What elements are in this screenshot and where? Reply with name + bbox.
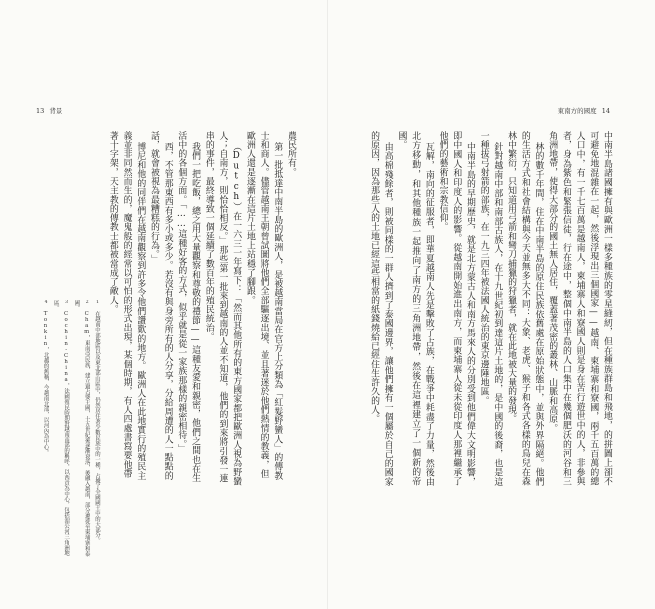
right-paragraph: 由高棉殘餘者，則被同樣的一群人擠到了泰國邊界，讓他們擁有一個屬於自己的國家的原因，因為那些人的土地已經這些相當的紙錢燒給已經住生許久的人。 xyxy=(369,131,393,486)
footnotes xyxy=(30,300,102,560)
footnote-text: Cochin-China，法國殖民時期對越南南部的稱呼，以西貢為中心，包括湄公河三角洲地區。 xyxy=(52,300,70,556)
right-page-body xyxy=(345,131,613,486)
footnote-text: 在越南中部地區以及東北部山區中，仍然居住著少數民族中的一種，占據了全國國土中的大部分。 xyxy=(94,311,100,544)
left-paragraph: 第一批抵達中南半島的歐洲人，是被越南當局在官方上分類為「紅髮野蠻人」的傳教士和商人。儘管越南王朝曾試圖將他們全部驅逐出境、並且著迷於他們熱情的教義，但歐洲人還是逐漸在這片土地上站穩了腳跟。 xyxy=(244,131,283,480)
left-page-number: 13 xyxy=(36,107,45,115)
right-page-folio xyxy=(558,106,613,115)
right-paragraph: 林的數千年間，住在中南半島的原住民族依舊處在原始狀態中，並與外界隔絕。他們的生活方式和社會結構與今天並無多大不同：大象、老虎、猴子和各式各樣的鳥兒在森林中繁衍，只知道用弓箭和彎刀捕獵的狩獵者，就在此地被大量的發現。 xyxy=(506,131,544,486)
left-paragraph: 西，不管那東西有多小或多少。若沒有與身旁所有的人分享，分給周遭的人一點點的話，就會被視為最糟糕的行為。」 xyxy=(148,131,173,480)
footnote-marker: 2 xyxy=(84,300,90,305)
left-paragraph: 農民所有。 xyxy=(286,131,296,177)
left-paragraph: 我們一把吃飯，總之用大量觀察和尊敬的禮節——這種友愛和親密，他們之間也在生活中的各個方面。「……這種好客的方式，似乎就是從一家族那樣的親密相待。」 xyxy=(176,131,201,483)
right-paragraph: 針對越南中部和南部古族人，在十九世紀初到達這片土地的，是中國的後裔，也是這一種拔弓射箭的部族，在一九三四年被法國人統治的東京邊陲地區。 xyxy=(478,131,503,486)
footnote-text: Tonkin，北越的舊稱，今越南北部，以河內為中心。 xyxy=(42,311,49,455)
footnote-marker: 1 xyxy=(95,300,100,305)
page-gutter xyxy=(327,0,328,609)
footnote xyxy=(40,300,50,560)
right-paragraph: 瓦解，南向的征服者，即華夏越南人先是擊敗了占族，在戰爭中耗盡了力量，然後由北方移動，和其他種族一起推向了南方的三角洲地帶，然後在這裡建立了一個新的帝國。 xyxy=(396,131,434,486)
right-paragraph: 中南半島的早期歷史，就是北方蒙古人和南方馬來人的分別受到他們偉大文明影響，即中國人和印度人的影響。從越南開始進出南方，而柬埔寨人從未從印度人那裡繼承了他們的藝術和宗教信仰。 xyxy=(437,131,475,486)
footnote xyxy=(51,300,72,560)
right-page-number: 14 xyxy=(601,107,610,115)
right-running-head: 東南方的國度 xyxy=(557,107,597,115)
footnote-text: Cham，東南亞民族，建立過占婆王國，十五世紀後逐漸衰落，後融入越南，部分遷徙至柬埔寨和泰國。 xyxy=(73,300,90,557)
footnote-marker: 3 xyxy=(64,300,70,305)
footnote xyxy=(92,300,102,560)
left-page-body xyxy=(107,131,297,486)
left-page-folio xyxy=(33,106,62,115)
footnote xyxy=(71,300,92,560)
right-paragraph: 中南半島諸國擁有與歐洲一樣多種族的零星縫紉，但在種族群島和飛地，的拼圖上卻不可避免地混雜在一起，然後浮現出三個國家——越南、柬埔寨和寮國，兩千五百萬的總人口中，有一千七百萬是越南人，柬埔寨人和寮國人則是身在苦行遊世中的人，非參與者，身為紫色和緊張信徒，行在途中，整個中南半島的人口集中在幾個肥沃的河谷和三角洲地帶，使得大部分的國土無人居住，覆蓋著茂密的叢林、山脈和高原。 xyxy=(547,131,612,486)
footnote-marker: 4 xyxy=(43,300,49,305)
left-paragraph: （Dutch）在一六三一年寫下：「然而其他所有的東方國家都把歐洲人視為野蠻人；自南方，則恰恰相反。」那些第一批來到越南的人並不知道，他們的到來將引發一連串的事件，最終導致一個延續了數百年的殖民統治。 xyxy=(203,131,242,486)
left-paragraph: 博尼和他的同伴們在越南觀察到許多令他們讚歎的地方。歐洲人在此地實行的殖民主義並非同然而生的，魔鬼般的經常以可怕的形式出現，某個時期，有人四處書寫要他帶著十字架，天主教的傳教士都被當成了敵人。 xyxy=(107,131,146,480)
left-running-head: 背景 xyxy=(49,107,63,115)
